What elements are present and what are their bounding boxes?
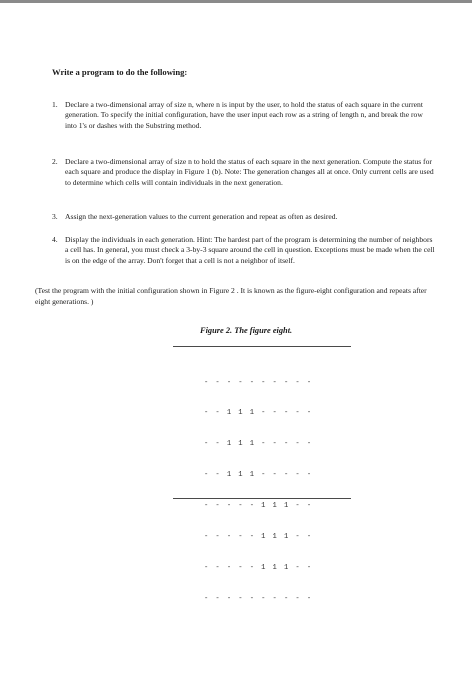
figure-caption: Figure 2. The figure eight. [200, 326, 293, 335]
list-item-text: Declare a two-dimensional array of size n to hold the status of each square in the next generation. Compute the status for each square and produce the display in Figure 1 (b). Note: The generation changes all at once. Only current cells are used to determine which cells will contain individuals in the next generation. [65, 157, 434, 187]
grid-row: - - - - - - - - - - [204, 594, 313, 603]
grid-row: - - - - - 1 1 1 - - [204, 502, 313, 511]
figure-bottom-rule [173, 498, 351, 499]
list-item-number: 4. [52, 235, 58, 244]
grid-row: - - - - - 1 1 1 - - [204, 563, 313, 572]
grid-row: - - 1 1 1 - - - - - [204, 440, 313, 449]
assignment-heading: Write a program to do the following: [52, 67, 188, 77]
test-note: (Test the program with the initial configuration shown in Figure 2 . It is known as the figure-eight configuration and repeats after eight generations. ) [35, 286, 427, 306]
list-item-text: Declare a two-dimensional array of size n, where n is input by the user, to hold the status of each square in the current generation. To specify the initial configuration, have the user input each row as a string of length n, and break the row into 1's or dashes with the Substring method. [65, 100, 423, 130]
grid-row: - - - - - 1 1 1 - - [204, 533, 313, 542]
grid-row: - - 1 1 1 - - - - - [204, 409, 313, 418]
figure-eight-grid [204, 357, 313, 625]
grid-row: - - - - - - - - - - [204, 378, 313, 387]
list-item-number: 2. [52, 157, 58, 166]
list-item-text: Assign the next-generation values to the current generation and repeat as often as desired. [65, 212, 338, 221]
list-item-number: 1. [52, 100, 58, 109]
grid-row: - - 1 1 1 - - - - - [204, 471, 313, 480]
list-item-number: 3. [52, 212, 58, 221]
list-item-text: Display the individuals in each generation. Hint: The hardest part of the program is determining the number of neighbors a cell has. In general, you must check a 3-by-3 square around the cell in question. Exceptions must be made when the cell is on the edge of the array. Don't forget that a cell is not a neighbor of itself. [65, 235, 435, 265]
figure-top-rule [173, 346, 351, 347]
